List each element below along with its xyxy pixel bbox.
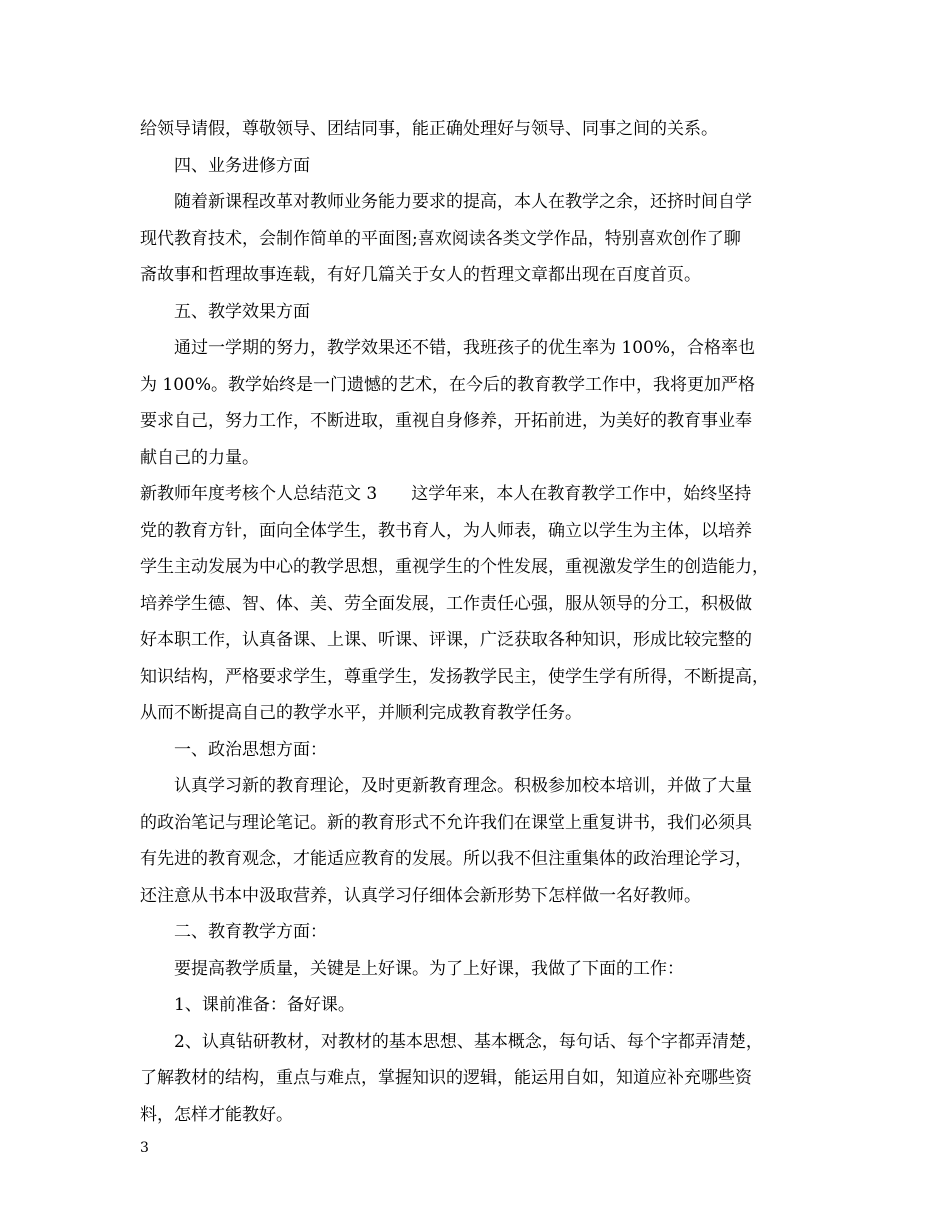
paragraph-line: 献自己的力量。 (140, 447, 259, 468)
page-number: 3 (140, 1140, 149, 1156)
list-item: 1、课前准备：备好课。 (174, 995, 355, 1015)
section-heading: 五、教学效果方面 (174, 301, 310, 322)
paragraph-line: 了解教材的结构，重点与难点，掌握知识的逻辑，能运用自如，知道应补充哪些资 (140, 1068, 752, 1088)
paragraph-line: 现代教育技术，会制作简单的平面图;喜欢阅读各类文学作品，特别喜欢创作了聊 (140, 228, 741, 249)
paragraph-line: 培养学生德、智、体、美、劳全面发展，工作责任心强，服从领导的分工，积极做 (140, 593, 752, 614)
paragraph-line: 认真学习新的教育理论，及时更新教育理念。积极参加校本培训，并做了大量 (174, 776, 752, 796)
section-heading: 一、政治思想方面： (174, 739, 327, 760)
paragraph-line: 要提高教学质量，关键是上好课。为了上好课，我做了下面的工作： (174, 958, 684, 979)
paragraph-line: 随着新课程改革对教师业务能力要求的提高，本人在教学之余，还挤时间自学 (174, 192, 752, 212)
paragraph-line: 为 100%。教学始终是一门遗憾的艺术，在今后的教育教学工作中，我将更加严格 (140, 374, 756, 395)
paragraph-line: 知识结构，严格要求学生，尊重学生，发扬教学民主，使学生学有所得，不断提高， (140, 666, 769, 687)
paragraph-line: 通过一学期的努力，教学效果还不错，我班孩子的优生率为 100%，合格率也 (174, 338, 756, 358)
paragraph-line: 从而不断提高自己的教学水平，并顺利完成教育教学任务。 (140, 703, 582, 723)
paragraph-line: 好本职工作，认真备课、上课、听课、评课，广泛获取各种知识，形成比较完整的 (140, 630, 752, 650)
paragraph-line: 料，怎样才能教好。 (140, 1104, 293, 1125)
list-item: 2、认真钻研教材，对教材的基本思想、基本概念，每句话、每个字都弄清楚， (174, 1031, 763, 1052)
paragraph-line: 学生主动发展为中心的教学思想，重视学生的个性发展，重视激发学生的创造能力， (140, 557, 769, 577)
paragraph-line: 给领导请假，尊敬领导、团结同事，能正确处理好与领导、同事之间的关系。 (140, 119, 718, 139)
paragraph-line: 党的教育方针，面向全体学生，教书育人，为人师表，确立以学生为主体，以培养 (140, 520, 752, 541)
paragraph-line: 有先进的教育观念，才能适应教育的发展。所以我不但注重集体的政治理论学习， (140, 849, 752, 869)
section-heading: 四、业务进修方面 (174, 155, 310, 176)
paragraph-line: 斋故事和哲理故事连载，有好几篇关于女人的哲理文章都出现在百度首页。 (140, 265, 701, 285)
document-body (140, 111, 812, 1133)
paragraph-line: 的政治笔记与理论笔记。新的教育形式不允许我们在课堂上重复讲书，我们必须具 (140, 812, 752, 833)
paragraph-line: 还注意从书本中汲取营养，认真学习仔细体会新形势下怎样做一名好教师。 (140, 885, 701, 906)
article-title: 新教师年度考核个人总结范文 3 (140, 484, 378, 504)
section-heading: 二、教育教学方面： (174, 922, 327, 942)
paragraph-line: 要求自己，努力工作，不断进取，重视自身修养，开拓前进，为美好的教育事业奉 (140, 411, 752, 431)
article-title-line (140, 476, 812, 513)
paragraph-line: 这学年来，本人在教育教学工作中，始终坚持 (411, 484, 752, 504)
